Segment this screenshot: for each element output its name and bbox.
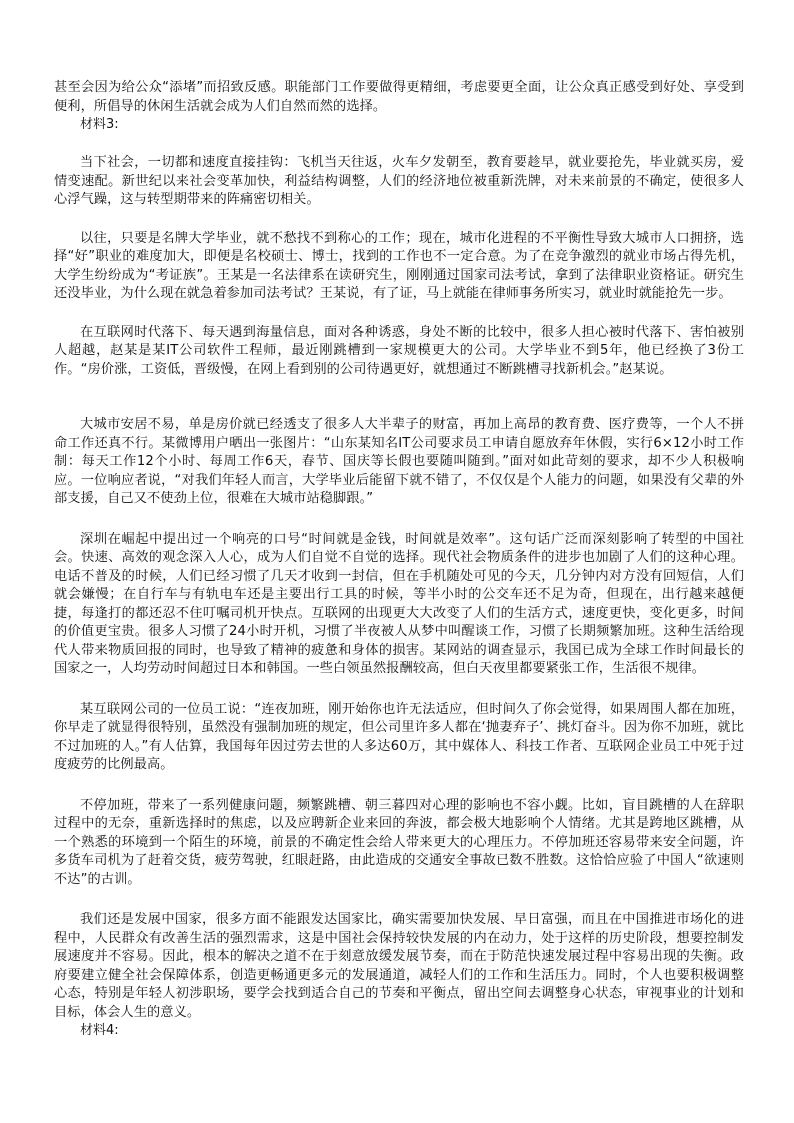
paragraph-shenzhen-slogan: 深圳在崛起中提出过一个响亮的口号“时间就是金钱，时间就是效率”。这句话广泛而深刻影响了转型的中国社会。快速、高效的观念深入人心，成为人们自觉不自觉的选择。现代社会物质条件的进步也加剧了人们的这种心理。电话不普及的时候，人们已经习惯了几天才收到一封信，但在手机随处可见的今天，几分钟内对方没有回短信，人们就会嫌慢；在自行车与有轨电车还是主要出行工具的时候，等半小时的公交车还不足为奇，但现在，出行越来越便捷，每逢打的都还忍不住叮嘱司机开快点。互联网的出现更大大改变了人们的生活方式，速度更快，变化更多，时间的价值更宝贵。很多人习惯了24小时开机，习惯了半夜被人从梦中叫醒谈工作，习惯了长期频繁加班。这种生活给现代人带来物质回报的同时，也导致了精神的疲惫和身体的损害。某网站的调查显示，我国已成为全球工作时间最长的国家之一，人均劳动时间超过日本和韩国。一些白领虽然报酬较高，但白天夜里都要紧张工作，生活很不规律。 [54,531,744,676]
paragraph-intro-continuation: 甚至会因为给公众“添堵”而招致反感。职能部门工作要做得更精细，考虑要更全面，让公众真正感受到好处、享受到便利，所倡导的休闲生活就会成为人们自然而然的选择。 [54,80,744,114]
material-4-label: 材料4: [80,1023,119,1038]
paragraph-speed-society: 当下社会，一切都和速度直接挂钩：飞机当天往返，火车夕发朝至，教育要趁早，就业要抢先，毕业就买房，爱情变速配。新世纪以来社会变革加快，利益结构调整，人们的经济地位被重新洗牌，对未来前景的不确定，使很多人心浮气躁，这与转型期带来的阵痛密切相关。 [54,155,744,207]
paragraph-development: 我们还是发展中国家，很多方面不能跟发达国家比，确实需要加快发展、早日富强，而且在中国推进市场化的进程中，人民群众有改善生活的强烈需求，这是中国社会保持较快发展的内在动力，处于这样的历史阶段，想要控制发展速度并不容易。因此，根本的解决之道不在于刻意放缓发展节奏，而在于防范快速发展过程中容易出现的失衡。政府要建立健全社会保障体系，创造更畅通更多元的发展通道，减轻人们的工作和生活压力。同时，个人也要积极调整心态，特别是年轻人初涉职场，要学会找到适合自己的节奏和平衡点，留出空间去调整身心状态，审视事业的计划和目标，体会人生的意义。 [54,912,744,1020]
paragraph-employment: 以往，只要是名牌大学毕业，就不愁找不到称心的工作；现在，城市化进程的不平衡性导致大城市人口拥挤，选择“好”职业的难度加大，即便是名校硕士、博士，找到的工作也不一定合意。为了在竞争激烈的就业市场占得先机，大学生纷纷成为“考证族”。王某是一名法律系在读研究生，刚刚通过国家司法考试，拿到了法律职业资格证。研究生还没毕业，为什么现在就急着参加司法考试？王某说，有了证，马上就能在律师事务所实习，就业时就能抢先一步。 [54,230,744,301]
material-3-label: 材料3: [80,117,119,132]
paragraph-health-problems: 不停加班，带来了一系列健康问题，频繁跳槽、朝三暮四对心理的影响也不容小觑。比如，盲目跳槽的人在辞职过程中的无奈，重新选择时的焦虑，以及应聘新企业来回的奔波，都会极大地影响个人情绪。尤其是跨地区跳槽，从一个熟悉的环境到一个陌生的环境，前景的不确定性会给人带来更大的心理压力。不停加班还容易带来安全问题，许多货车司机为了赶着交货，疲劳驾驶，红眼赶路，由此造成的交通安全事故已数不胜数。这恰恰应验了中国人“欲速则不达”的古训。 [54,797,744,887]
document-page [54,79,744,1040]
paragraph-overtime: 某互联网公司的一位员工说：“连夜加班，刚开始你也许无法适应，但时间久了你会觉得，如果周围人都在加班，你早走了就显得很特别，虽然没有强制加班的规定，但公司里许多人都在‘抛妻弃子’、挑灯奋斗。因为你不加班，就比不过加班的人。”有人估算，我国每年因过劳去世的人多达60万，其中媒体人、科技工作者、互联网企业员工中死于过度疲劳的比例最高。 [54,701,744,772]
paragraph-big-city: 大城市安居不易，单是房价就已经透支了很多人大半辈子的财富，再加上高昂的教育费、医疗费等，一个人不拼命工作还真不行。某微博用户晒出一张图片：“山东某知名IT公司要求员工申请自愿放弃年休假，实行6×12小时工作制：每天工作12个小时、每周工作6天，春节、国庆等长假也要随叫随到。”面对如此苛刻的要求，却不少人积极响应。一位响应者说，“对我们年轻人而言，大学毕业后能留下就不错了，不仅仅是个人能力的问题，如果没有父辈的外部支援，自己又不使劲上位，很难在大城市站稳脚跟。” [54,417,744,506]
paragraph-job-hopping: 在互联网时代落下、每天遇到海量信息，面对各种诱惑，身处不断的比较中，很多人担心被时代落下、害怕被别人超越，赵某是某IT公司软件工程师，最近刚跳槽到一家规模更大的公司。大学毕业不到5年，他已经换了3份工作。“房价涨，工资低，晋级慢，在网上看到别的公司待遇更好，就想通过不断跳槽寻找新机会。”赵某说。 [54,324,744,377]
